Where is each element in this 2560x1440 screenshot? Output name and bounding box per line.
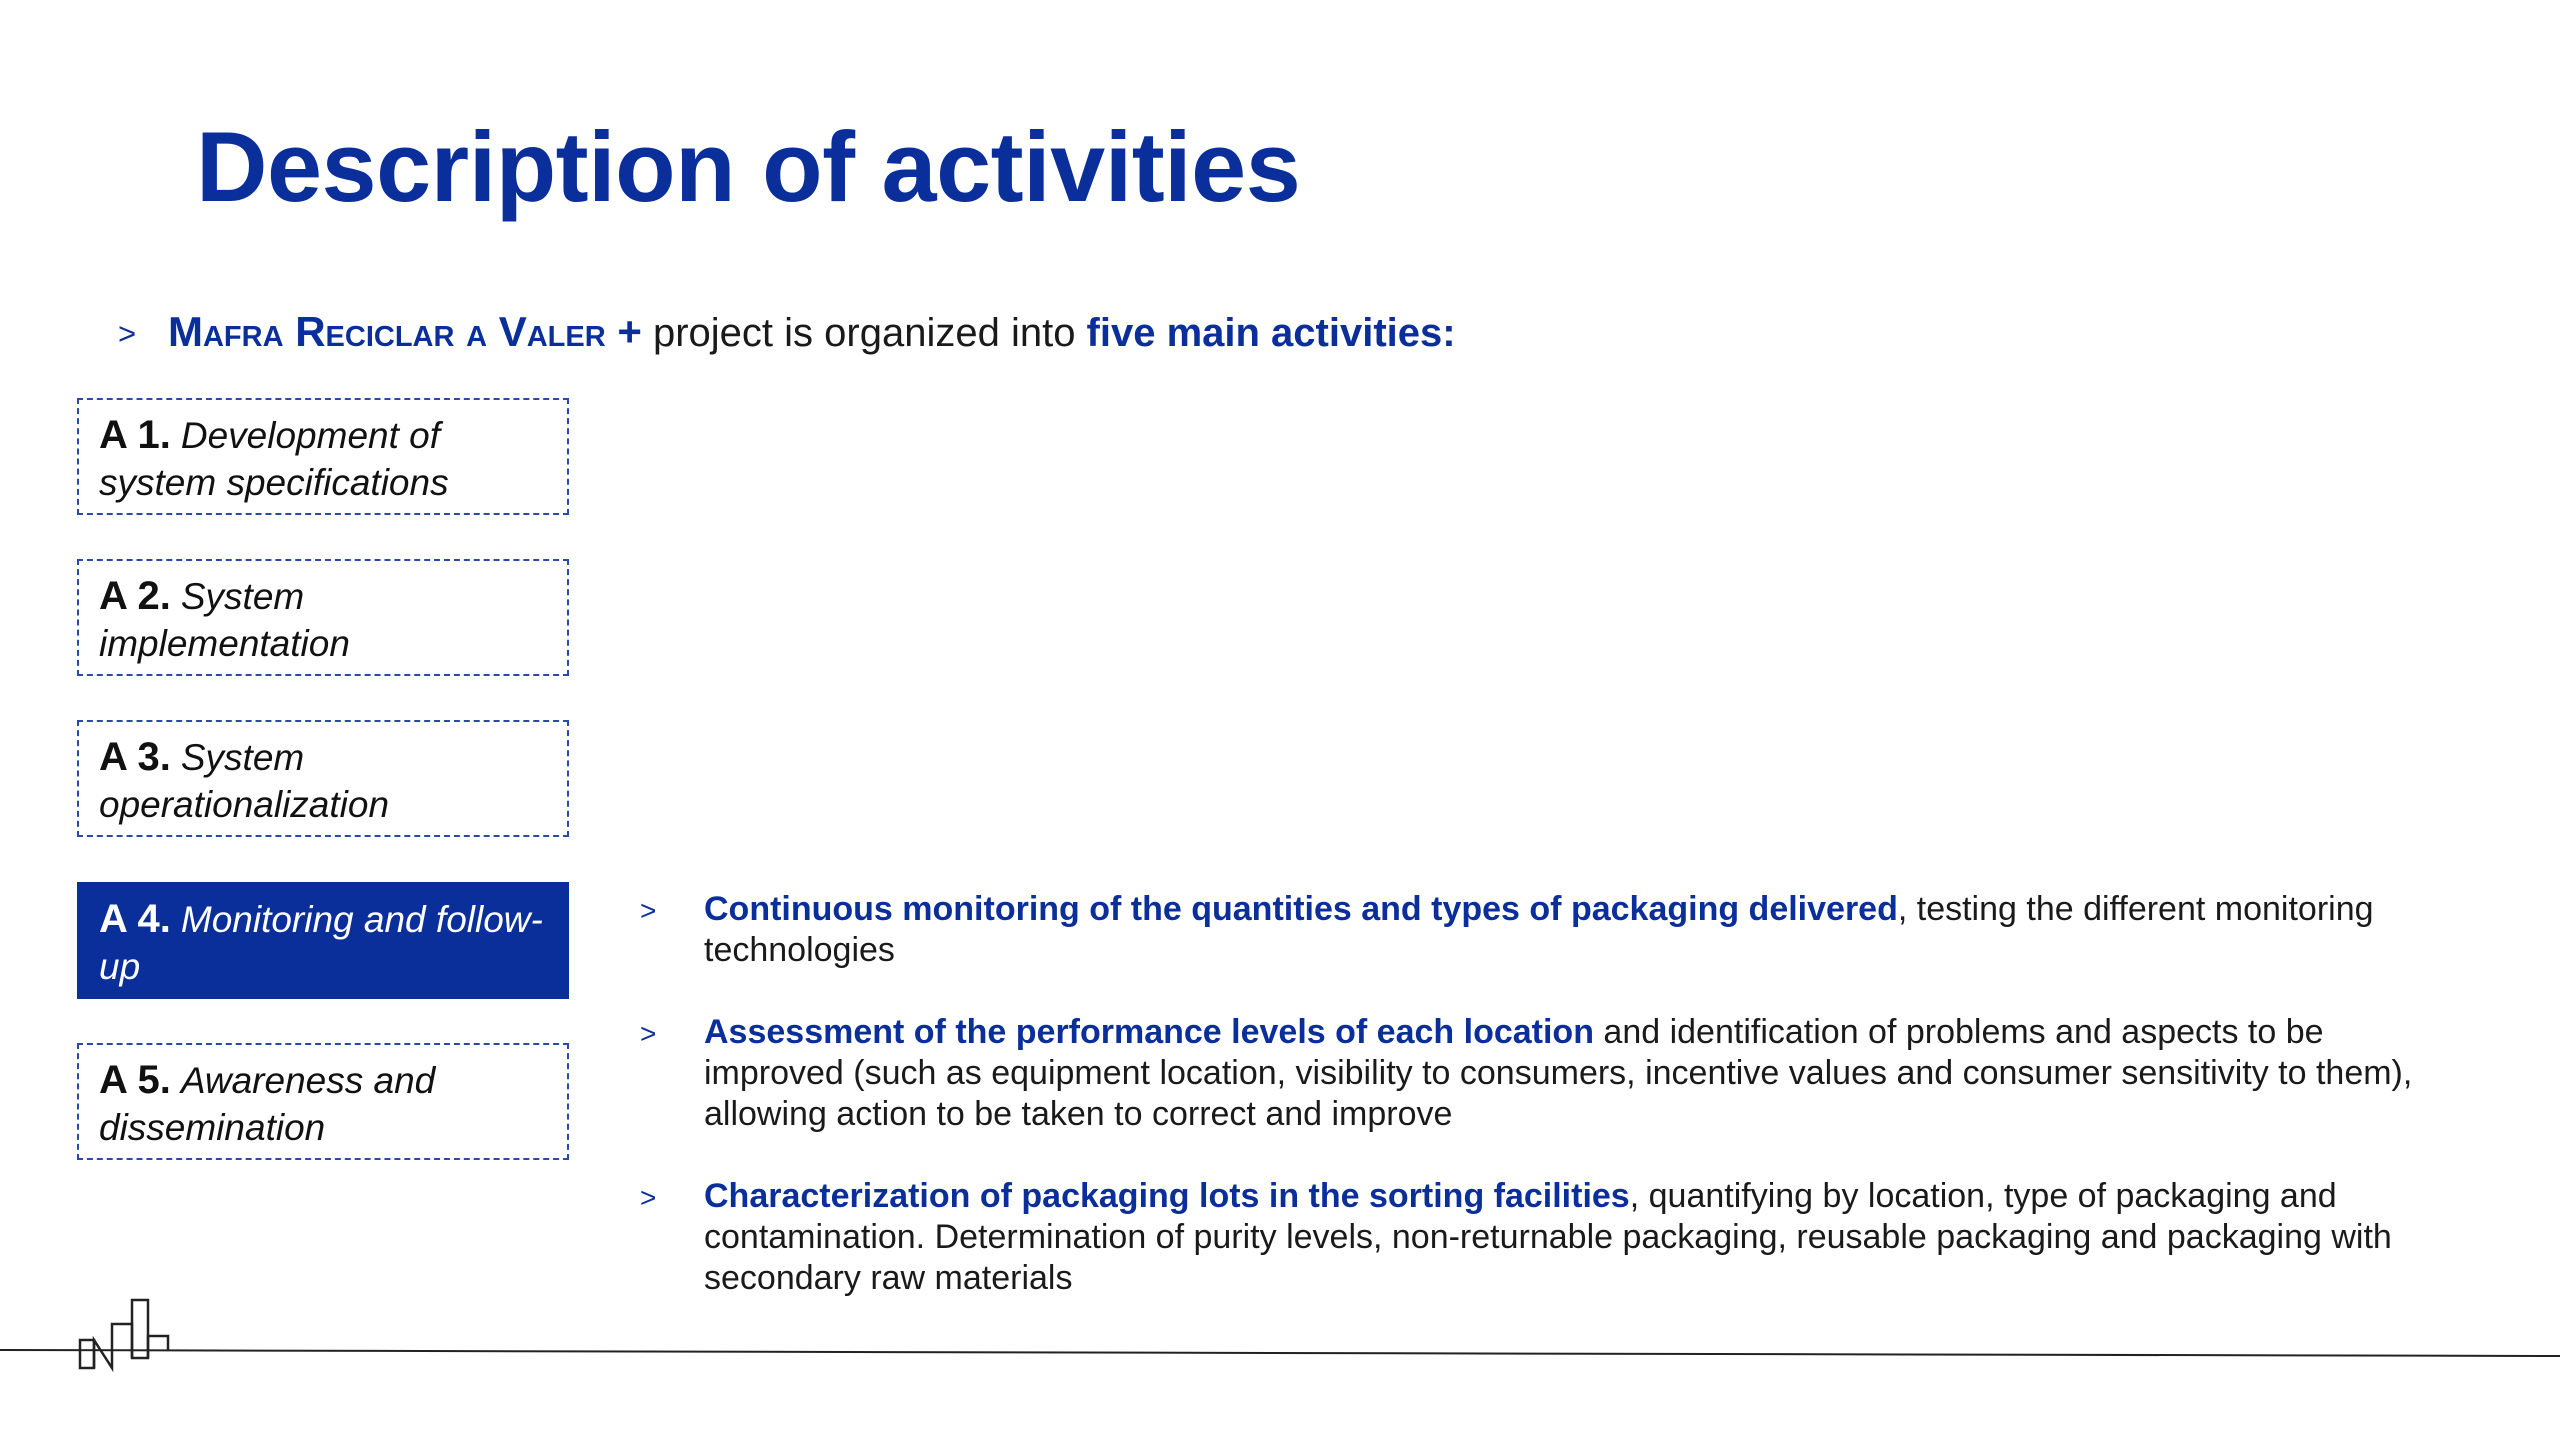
- building-outline-logo-icon: [76, 1296, 176, 1376]
- detail-bullet-lead: Assessment of the performance levels of each location: [704, 1013, 1594, 1051]
- detail-bullet: [640, 889, 2470, 971]
- intro-line: [118, 304, 1456, 362]
- activity-box-a4-active: [77, 882, 569, 999]
- detail-bullet-lead: Characterization of packaging lots in the sorting facilities: [704, 1177, 1630, 1215]
- activity-box-a5: [77, 1043, 569, 1160]
- activity-code: A 5.: [99, 1058, 171, 1102]
- activity-label: Development of system specifications: [99, 415, 449, 503]
- activity-label: System operationalization: [99, 737, 390, 825]
- activity-box-a1: [77, 398, 569, 515]
- activity-label: System implementation: [99, 576, 350, 664]
- activity-code: A 2.: [99, 574, 171, 618]
- detail-bullet-lead: Continuous monitoring of the quantities and types of packaging delivered: [704, 890, 1898, 928]
- activity-code: A 1.: [99, 413, 171, 457]
- detail-bullet-text: , quantifying by location, type of packaging and contamination. Determination of purity levels, non-returnable packaging, reusable packaging and packaging with secondary raw materials: [704, 1177, 2392, 1297]
- detail-bullet-text: and identification of problems and aspects to be improved (such as equipment location, visibility to consumers, incentive values and consumer sensitivity to them), allowing action to be taken to correct and improve: [704, 1013, 2413, 1133]
- intro-highlight: five main activities:: [1086, 311, 1456, 355]
- slide-title: Description of activities: [196, 111, 1301, 222]
- activity-box-a2: [77, 559, 569, 676]
- arrow-bullet-icon: >: [640, 895, 657, 926]
- detail-bullet: [640, 1012, 2470, 1135]
- detail-bullet: [640, 1176, 2470, 1299]
- arrow-bullet-icon: >: [640, 1018, 657, 1049]
- activity-label: Monitoring and follow-up: [99, 899, 543, 987]
- detail-bullet-text: , testing the different monitoring technologies: [704, 890, 2374, 969]
- activity-detail-list: [640, 889, 2470, 1340]
- footer-divider: [0, 1346, 2560, 1360]
- arrow-bullet-icon: >: [640, 1182, 657, 1213]
- activity-code: A 3.: [99, 735, 171, 779]
- activity-box-a3: [77, 720, 569, 837]
- activity-code: A 4.: [99, 897, 171, 941]
- intro-text: project is organized into: [641, 311, 1087, 355]
- arrow-bullet-icon: >: [118, 316, 137, 351]
- activity-label: Awareness and dissemination: [99, 1060, 436, 1148]
- project-name: Mafra Reciclar a Valer +: [168, 308, 642, 355]
